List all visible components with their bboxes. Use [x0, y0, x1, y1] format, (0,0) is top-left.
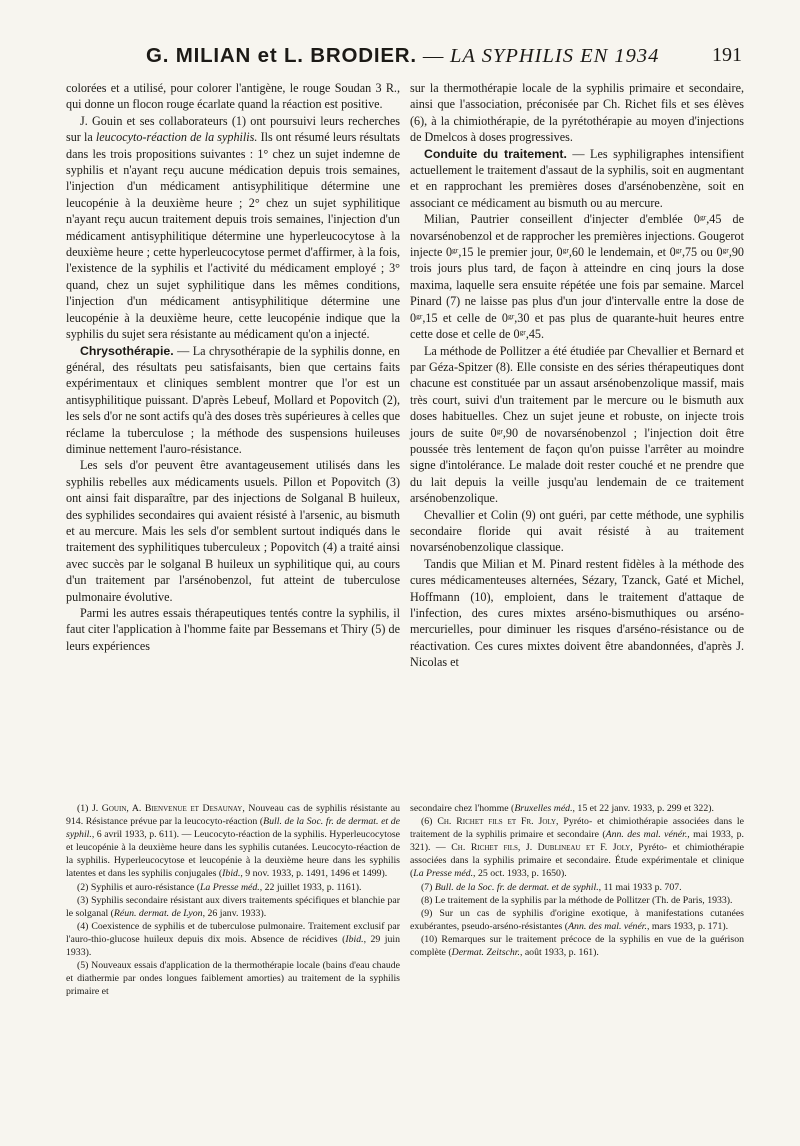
text-run: sur la thermothérapie locale de la syphilis primaire et secondaire, ainsi que l'association, préconisée par Ch. Richet fils et ses élèves (6), à la chimiothérapie, de la pyrétothérapie au moyen d'injections de Dmelcos à doses progressives.	[410, 81, 744, 145]
text-run: (4) Coexistence de syphilis et de tuberculose pulmonaire. Traitement exclusif par l'auro-thio-glucose huileux depuis dix mois. Absence de récidives (	[66, 920, 400, 945]
text-run: (9) Sur un cas de syphilis d'origine exotique, à manifestations cutanées exubérantes, pseudo-arséno-résistantes (	[410, 907, 744, 932]
italic-text: Bruxelles méd.	[514, 803, 573, 814]
footnote-authors: Ch. Richet fils et Fr. Joly,	[437, 816, 559, 828]
italic-text: Ibid.	[222, 868, 241, 880]
text-run: ,75 ou 0	[681, 245, 723, 260]
text-run: ,60 le lendemain, et 0	[568, 245, 676, 260]
text-run: Ils ont résumé leurs résultats dans les trois propositions suivantes : 1° chez un sujet indemne de syphilis et n'ayant reçu aucune médication depuis trois semaines, l'injection d'un médicament antisyphilitique détermine une leucopénie à la deuxième heure ; 2° chez un sujet syphilitique n'ayant reçu aucun traitement depuis trois semaines, l'injection d'un médicament antisyphilitique détermine une hyperleucocytose à la deuxième heure ; cette hyperleucocytose permet d'affirmer, à la fois, l'existence de la syphilis et l'activité du médicament employé ; 3° quand, chez un sujet syphilitique dans les mêmes conditions, l'injection d'un médicament antisyphilitique détermine une leucopénie à la deuxième heure, cette leucopénie indique que la syphilis du sujet sera résistante au médicament qu'on a injecté.	[66, 130, 401, 342]
text-run: ,30 et pas plus de quarante-huit heures entre cette dose et celle de 0	[410, 310, 744, 342]
footnote	[410, 907, 744, 933]
text-run: Nouveau cas de syphilis résistante au 914. Résistance prévue par la leucocyto-réaction (	[66, 803, 401, 828]
page-header	[66, 44, 742, 74]
text-run: J. Gouin et ses collaborateurs (1) ont poursuivi leurs recherches sur la	[66, 113, 400, 145]
footnote	[66, 894, 400, 920]
paragraph	[410, 556, 744, 671]
text-run: , 25 oct. 1933, p. 1650).	[473, 868, 567, 880]
italic-text: Ann. des mal. vénér.	[568, 920, 647, 932]
text-run: La méthode de Pollitzer a été étudiée par Chevallier et Bernard et par Géza-Spitzer (8). Elle consiste en des séries thérapeutiques dont chacune est constituée par un assaut arsénobenzolique massif, mais très court, suivi d'un traitement par le mercure ou le bismuth aux doses habituelles. Chez un sujet jeune et robuste, on injecte trois jours de suite 0	[410, 343, 744, 440]
paragraph	[66, 80, 400, 113]
text-run: ,90 trois jours plus tard, de façon à atteindre en cinq jours la dose maxima, laquelle sera ensuite répétée une fois par semaine. Marcel Pinard (7) ne laisse pas plus d'un jour d'intervalle entre la dose de 0	[410, 245, 744, 325]
footnotes-right	[410, 802, 744, 959]
unit-superscript: gr	[699, 212, 707, 222]
section-heading: Chrysothérapie.	[80, 343, 174, 358]
footnote	[66, 802, 400, 881]
page-number: 191	[712, 44, 742, 66]
paragraph	[66, 605, 400, 654]
left-column	[66, 80, 400, 654]
text-run: ,15 le premier jour, 0	[458, 245, 563, 260]
text-run: (3) Syphilis secondaire résistant aux divers traitements spécifiques et blanchie par le solganal (	[66, 894, 400, 919]
text-run: Pyréto- et chimiothérapie associées dans le traitement de la syphilis primaire et secondaire (	[410, 816, 745, 841]
paragraph	[66, 113, 400, 343]
paragraph	[410, 211, 744, 342]
text-run: Chevallier et Colin (9) ont guéri, par cette méthode, une syphilis secondaire floride qui avait résisté à au traitement novarsénobenzolique classique.	[410, 507, 744, 555]
text-run: , 29 juin 1933).	[66, 933, 400, 959]
footnote	[410, 933, 744, 959]
paragraph	[410, 146, 744, 212]
text-run: (8) Le traitement de la syphilis par la méthode de Pollitzer (Th. de Paris, 1933).	[421, 894, 733, 906]
paragraph	[410, 343, 744, 507]
text-run: (2) Syphilis et auro-résistance (	[77, 881, 200, 893]
italic-text: La Presse méd.	[413, 868, 474, 880]
unit-superscript: gr	[508, 311, 515, 321]
text-run: , 6 avril 1933, p. 611). — Leucocyto-réaction de la syphilis. Hyperleucocytose et leucopénie à la deuxième heure dans les syphilis cutanées. Leucocyto-réaction de la syphilis. Hyperleucocytose et leucopénie à la deuxième heure dans les syphilis latentes et dans les syphilis conjugales (	[66, 829, 400, 880]
unit-superscript: gr	[496, 426, 503, 436]
text-run: ,45.	[525, 327, 545, 342]
paragraph	[410, 507, 744, 556]
header-title: LA SYPHILIS EN 1934	[450, 45, 660, 67]
text-run: secondaire chez l'homme (	[410, 803, 515, 814]
unit-superscript: gr	[675, 245, 682, 255]
italic-text: Bull. de la Soc. fr. de dermat. et de syphil.	[66, 816, 401, 841]
unit-superscript: gr	[722, 245, 729, 255]
text-run: — La chrysothérapie de la syphilis donne, en général, des résultats peu satisfaisants, bien que certains faits expérimentaux et cliniques semblent montrer que l'or est un antisyphilitique puissant. D'après Lebeuf, Mollard et Popovitch (2), les sels d'or ne sont actifs qu'à des doses très supérieures à celles que réclame la tuberculose ; la méthode des suspensions huileuses diminue nettement l'auro-résistance.	[66, 343, 400, 456]
header-authors: G. MILIAN et L. BRODIER.	[146, 44, 417, 67]
text-run: (5) Nouveaux essais d'application de la thermothérapie locale (bains d'eau chaude et diathermie par ondes longues faiblement amorties) au traitement de la syphilis primaire et	[66, 960, 400, 998]
text-run: colorées et a utilisé, pour colorer l'antigène, le rouge Soudan 3 R., qui donne un flocon rouge écarlate quand la réaction est positive.	[66, 81, 400, 112]
text-run: Les sels d'or peuvent être avantageusement utilisés dans les syphilis rebelles aux médicaments usuels. Pillon et Popovitch (3) ont ainsi fait disparaître, par des injections de Solganal B huileux, des syphilides secondaires qui avaient résisté à l'arsenic, au bismuth et au mercure. Mais les sels d'or semblent surtout indiqués dans le traitement des syphilitiques tuberculeux ; Popovitch (4) a traité ainsi avec succès par le solganal B huileux un syphilitique qui, au cours d'un traitement par l'arsénobenzol, fut atteint de tuberculose pulmonaire évolutive.	[66, 458, 400, 604]
unit-superscript: gr	[519, 327, 526, 337]
text-run: (7)	[421, 881, 435, 893]
footnote	[410, 881, 744, 894]
text-run: Pyréto- et chimiothérapie associées dans la syphilis primaire et secondaire. Étude expérimentale et clinique (	[410, 842, 744, 880]
footnote	[66, 881, 400, 894]
footnote	[410, 815, 744, 880]
text-run: ,45 de novarsénobenzol et de rapprocher les premières injections. Gougerot injecte 0	[410, 212, 744, 260]
unit-superscript: gr	[562, 245, 569, 255]
paragraph	[66, 457, 400, 605]
italic-text: Bull. de la Soc. fr. de dermat. et de syphil.	[434, 881, 599, 893]
text-run: , 11 mai 1933 p. 707.	[598, 881, 682, 893]
text-run: Parmi les autres essais thérapeutiques tentés contre la syphilis, il faut citer l'application à l'homme faite par Bessemans et Thiry (5) de leurs expériences	[66, 606, 400, 653]
text-run: , 9 nov. 1933, p. 1491, 1496 et 1499).	[240, 868, 388, 880]
text-run: , août 1933, p. 161).	[519, 947, 599, 959]
footnote	[410, 802, 744, 815]
unit-superscript: gr	[452, 245, 459, 255]
text-run: (6)	[421, 816, 438, 828]
text-run: , 15 et 22 janv. 1933, p. 299 et 322).	[572, 803, 714, 814]
text-run: (10) Remarques sur le traitement précoce de la syphilis en vue de la guérison complète (	[410, 933, 744, 959]
paragraph	[66, 343, 400, 458]
footnote	[66, 920, 400, 959]
text-run: , 22 juillet 1933, p. 1161).	[259, 881, 362, 893]
italic-text: leucocyto-réaction de la syphilis.	[95, 130, 258, 145]
footnote	[66, 959, 400, 998]
italic-text: Ann. des mal. vénér.	[605, 829, 688, 841]
footnote	[410, 894, 744, 907]
text-run: (1)	[77, 803, 92, 814]
text-run: Milian, Pautrier conseillent d'injecter d'emblée 0	[424, 212, 700, 227]
paragraph	[410, 80, 744, 146]
text-run: , mai 1933, p. 321). —	[410, 829, 744, 854]
italic-text: La Presse méd.	[199, 881, 260, 893]
right-column	[410, 80, 744, 671]
text-run: , mars 1933, p. 171).	[646, 920, 729, 932]
italic-text: Réun. dermat. de Lyon	[113, 907, 203, 919]
footnote-authors: Ch. Richet fils, J. Dublineau et F. Joly,	[451, 842, 633, 854]
text-run: — Les syphiligraphes intensifient actuellement le traitement d'assaut de la syphilis, soit en augmentant et en rapprochant les premières doses d'arsénobenzène, soit en associant ce médicament au bismuth ou au mercure.	[410, 146, 744, 210]
footnote-authors: J. Gouin, A. Bienvenue et Desaunay,	[91, 803, 245, 814]
section-heading: Conduite du traitement.	[424, 146, 567, 161]
text-run: Tandis que Milian et M. Pinard restent fidèles à la méthode des cures médicamenteuses alternées, Sézary, Tzanck, Gaté et Michel, Hoffmann (10), emploient, dans le traitement d'attaque de l'infection, des cures mixtes arséno-bismuthiques ou arséno-mercurielles, pour diminuer les risques d'arséno-résistance ou de réactivation. Ces cures mixtes doivent être abandonnées, d'après J. Nicolas et	[410, 556, 744, 670]
footnotes-left	[66, 802, 400, 998]
text-run: , 26 janv. 1933).	[202, 907, 267, 919]
italic-text: Dermat. Zeitschr.	[451, 947, 520, 959]
italic-text: Ibid.	[345, 933, 364, 945]
running-head	[146, 44, 659, 68]
header-separator: —	[422, 45, 445, 67]
text-run: ,15 et celle de 0	[422, 310, 508, 325]
unit-superscript: gr	[416, 311, 423, 321]
text-run: ,90 de novarsénobenzol ; l'injection doit être poussée très lentement de façon qu'on puisse l'arrêter au moindre signe d'intolérance. Le malade doit rester couché et ne prendre que du lait depuis la veille jusqu'au lendemain de ce traitement arsénobenzolique.	[410, 425, 744, 506]
